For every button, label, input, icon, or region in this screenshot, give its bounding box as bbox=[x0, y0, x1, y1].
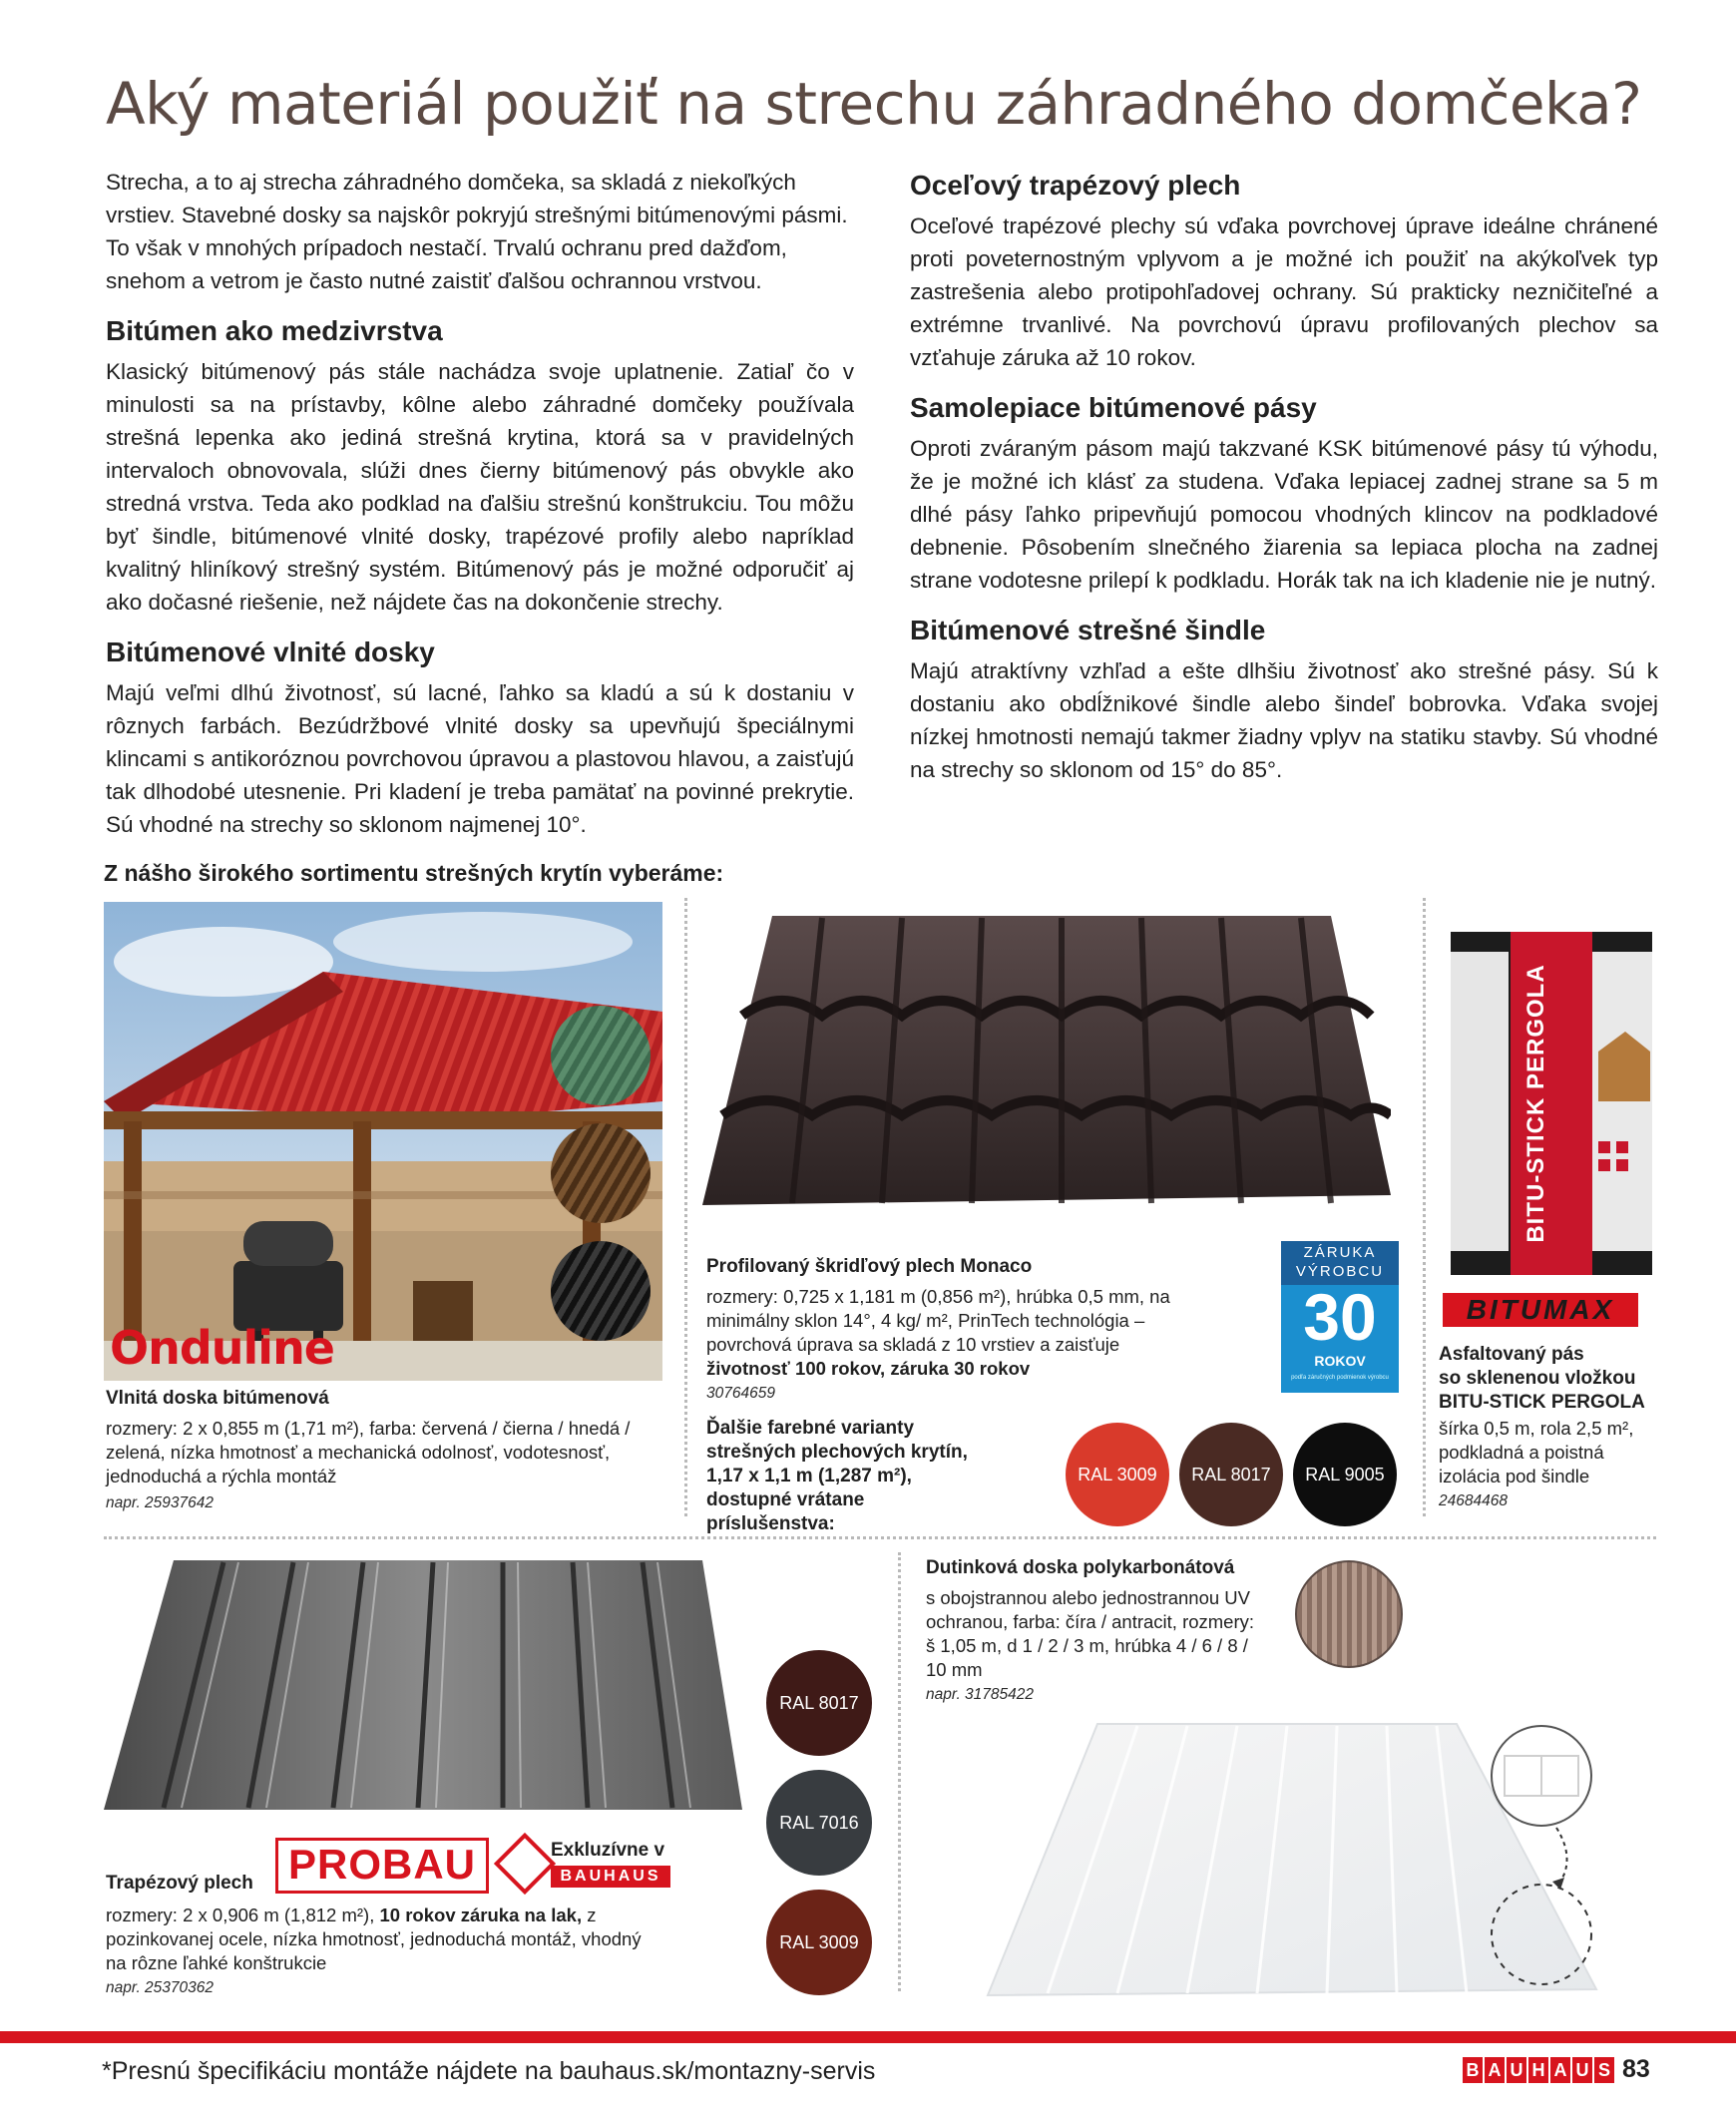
intro-paragraph: Strecha, a to aj strecha záhradného domčeka, sa skladá z niekoľkých vrstiev. Stavebné dosky sa najskôr pokryjú strešnými bitúmenovými pásmi. To však v mnohých prípadoch nestačí. Trvalú ochranu pred dažďom, snehom a vetrom je často nutné zaistiť ďalšou ochrannou vrstvou. bbox=[106, 170, 848, 293]
section-text-selfadhesive: Oproti zváraným pásom majú takzvané KSK bitúmenové pásy tú výhodu, že je možné ich klásť za studena. Vďaka lepiacej zadnej strane sa 5 m dlhé pásy ľahko pripevňujú pomocou vhodných klincov na podkladové debnenie. Pôsobením slnečného žiarenia sa lepiaca plocha na zadnej strane vodotesne prilepí k podkladu. Horák tak na ich kladenie nie je nutný. bbox=[910, 436, 1658, 593]
bitumax-name-3: BITU-STICK PERGOLA bbox=[1439, 1392, 1645, 1413]
bauhaus-logo-letter: B bbox=[1463, 2057, 1483, 2083]
section-text-shingles: Majú atraktívny vzhľad a ešte dlhšiu životnosť ako strešné pásy. Sú k dostaniu ako obdĺžnikové šindle alebo šindeľ bobrovka. Vďaka svojej nízkej hmotnosti nemajú takmer žiadny vplyv na statiku stavby. Sú vhodné na strechy so sklonom od 15° do 85°. bbox=[910, 658, 1658, 782]
section-heading-shingles: Bitúmenové strešné šindle bbox=[910, 615, 1266, 645]
polycarbonate-name: Dutinková doska polykarbonátová bbox=[926, 1557, 1235, 1578]
bauhaus-logo bbox=[1463, 2057, 1614, 2083]
bitumax-info bbox=[1439, 1343, 1660, 1512]
onduline-name: Vlnitá doska bitúmenová bbox=[106, 1388, 329, 1409]
polycarbonate-code: napr. 31785422 bbox=[926, 1686, 1035, 1703]
polycarbonate-sheet-illustration bbox=[958, 1720, 1636, 1999]
right-column bbox=[910, 166, 1658, 786]
warranty-number: 30 bbox=[1303, 1280, 1377, 1354]
warranty-unit: ROKOV bbox=[1314, 1353, 1366, 1369]
section-text-corrugated: Majú veľmi dlhú životnosť, sú lacné, ľahko sa kladú a sú k dostaniu v rôznych farbách. Bezúdržbové vlnité dosky sa upevňujú špeciálnymi klincami s antikoróznou povrchovou úpravou a plastovou hlavou, a zaisťujú tak dlhodobé utesnenie. Pri kladení je treba pamätať na povinné prekrytie. Sú vhodné na strechy so sklonom najmenej 10°. bbox=[106, 680, 854, 837]
trapez-swatch-ral-8017: RAL 8017 bbox=[766, 1650, 872, 1756]
section-heading-corrugated: Bitúmenové vlnité dosky bbox=[106, 636, 435, 667]
swatch-green bbox=[551, 1006, 651, 1105]
exclusive-bauhaus: BAUHAUS bbox=[551, 1866, 670, 1888]
bauhaus-logo-letter: U bbox=[1572, 2057, 1592, 2083]
probau-logo: PROBAU bbox=[275, 1838, 489, 1894]
roll-label: BITU-STICK PERGOLA bbox=[1522, 964, 1549, 1243]
trapez-sheet-illustration bbox=[104, 1560, 742, 1820]
bauhaus-logo-letter: A bbox=[1485, 2057, 1505, 2083]
selection-heading: Z nášho širokého sortimentu strešných krytín vyberáme: bbox=[104, 860, 724, 886]
left-column bbox=[106, 166, 854, 841]
bitumax-roll bbox=[1451, 932, 1652, 1275]
divider-vertical-1 bbox=[684, 898, 687, 1516]
footer-note: *Presnú špecifikáciu montáže nájdete na bauhaus.sk/montazny-servis bbox=[102, 2057, 876, 2085]
section-heading-steel: Oceľový trapézový plech bbox=[910, 170, 1241, 201]
roll-illustration bbox=[1451, 932, 1652, 1275]
bitumax-desc: šírka 0,5 m, rola 2,5 m², podkladná a poistná izolácia pod šindle bbox=[1439, 1418, 1634, 1486]
bitumax-logo: BITUMAX bbox=[1443, 1293, 1638, 1327]
bauhaus-logo-letter: H bbox=[1528, 2057, 1548, 2083]
trapez-swatch-ral-7016: RAL 7016 bbox=[766, 1770, 872, 1876]
footer-bar bbox=[0, 2031, 1736, 2043]
onduline-info bbox=[106, 1387, 664, 1514]
monaco-name: Profilovaný škridľový plech Monaco bbox=[706, 1256, 1033, 1277]
bauhaus-logo-letter: A bbox=[1550, 2057, 1570, 2083]
divider-vertical-2 bbox=[1423, 898, 1426, 1516]
divider-vertical-3 bbox=[898, 1552, 901, 1991]
swatch-black bbox=[551, 1241, 651, 1341]
section-text-steel: Oceľové trapézové plechy sú vďaka povrchovej úprave ideálne chránené proti poveternostným vplyvom a je možné ich použiť na akýkoľvek typ zastrešenia alebo protipohľadovej ochrany. Sú prakticky nezničiteľné a extrémne trvanlivé. Na povrchovú úpravu profilovaných plechov sa vzťahuje záruka až 10 rokov. bbox=[910, 213, 1658, 370]
bauhaus-logo-letter: U bbox=[1507, 2057, 1526, 2083]
monaco-lifetime: životnosť 100 rokov, záruka 30 rokov bbox=[706, 1358, 1031, 1379]
monaco-variants: Ďalšie farebné varianty strešných plechových krytín, 1,17 x 1,1 m (1,287 m²), dostupné vrátane príslušenstva: bbox=[706, 1418, 968, 1534]
warranty-badge bbox=[1281, 1241, 1399, 1393]
monaco-swatch-ral-8017: RAL 8017 bbox=[1179, 1423, 1283, 1526]
onduline-image bbox=[104, 902, 662, 1381]
trapez-image bbox=[104, 1560, 742, 1820]
trapez-info bbox=[106, 1872, 664, 1999]
monaco-desc: rozmery: 0,725 x 1,181 m (0,856 m²), hrúbka 0,5 mm, na minimálny sklon 14°, 4 kg/ m², PrinTech technológia – povrchová úprava sa skladá z 10 vrstiev a zaisťuje životnosť 100 rokov, záruka 30 rokov bbox=[706, 1286, 1170, 1379]
bitumax-name-1: Asfaltovaný pás bbox=[1439, 1344, 1584, 1365]
bauhaus-logo-letter: S bbox=[1594, 2057, 1614, 2083]
polycarbonate-desc: s obojstrannou alebo jednostrannou UV ochranou, farba: číra / antracit, rozmery: š 1,05 m, d 1 / 2 / 3 m, hrúbka 4 / 6 / 8 / 10 mm bbox=[926, 1587, 1255, 1680]
section-heading-bitumen: Bitúmen ako medzivrstva bbox=[106, 315, 443, 346]
section-heading-selfadhesive: Samolepiace bitúmenové pásy bbox=[910, 392, 1317, 423]
trapez-warranty: 10 rokov záruka na lak, bbox=[379, 1905, 583, 1925]
monaco-swatch-ral-3009: RAL 3009 bbox=[1066, 1423, 1169, 1526]
monaco-code: 30764659 bbox=[706, 1385, 775, 1402]
trapez-swatch-ral-3009: RAL 3009 bbox=[766, 1890, 872, 1995]
polycarbonate-info bbox=[926, 1556, 1255, 1706]
trapez-name: Trapézový plech bbox=[106, 1873, 253, 1894]
section-text-bitumen: Klasický bitúmenový pás stále nachádza svoje uplatnenie. Zatiaľ čo v minulosti sa na prístavby, kôlne alebo záhradné domčeky používala strešná lepenka ako jediná strešná krytina, ktorá sa v pravidelných intervaloch obnovovala, slúži dnes čierny bitúmenový pás obvykle ako stredná vrstva. Teda ako podklad na ďalšiu strešnú konštrukciu. Tou môžu byť šindle, bitúmenové vlnité dosky, trapézové profily alebo napríklad kvalitný hliníkový strešný systém. Bitúmenový pás je možné odporučiť aj ako dočasné riešenie, než nájdete čas na dokončenie strechy. bbox=[106, 359, 854, 615]
exclusive-text: Exkluzívne v bbox=[551, 1840, 665, 1861]
page-number: 83 bbox=[1622, 2055, 1650, 2083]
bitumax-name-2: so sklenenou vložkou bbox=[1439, 1368, 1636, 1389]
monaco-swatch-ral-9005: RAL 9005 bbox=[1293, 1423, 1397, 1526]
onduline-desc: rozmery: 2 x 0,855 m (1,71 m²), farba: červená / čierna / hnedá / zelená, nízka hmotnosť a mechanická odolnosť, vodotesnosť, jednoduchá a rýchla montáž bbox=[106, 1418, 631, 1486]
warranty-label: ZÁRUKA VÝROBCU bbox=[1281, 1241, 1399, 1285]
bitumax-code: 24684468 bbox=[1439, 1492, 1508, 1509]
roof-tile-illustration bbox=[702, 906, 1391, 1211]
onduline-logo: Onduline bbox=[110, 1321, 335, 1375]
swatch-brown bbox=[551, 1123, 651, 1223]
polycarbonate-image bbox=[958, 1720, 1636, 1999]
monaco-image bbox=[702, 906, 1391, 1211]
warranty-small: podľa záručných podmienok výrobcu bbox=[1291, 1375, 1389, 1381]
swatch-antracit bbox=[1295, 1560, 1403, 1668]
onduline-code: napr. 25937642 bbox=[106, 1494, 215, 1511]
page-title: Aký materiál použiť na strechu záhradného domčeka? bbox=[106, 70, 1642, 138]
trapez-desc: rozmery: 2 x 0,906 m (1,812 m²), 10 rokov záruka na lak, z pozinkovanej ocele, nízka hmotnosť, jednoduchá montáž, vhodný na rôzne ľahké konštrukcie bbox=[106, 1905, 642, 1973]
divider-horizontal bbox=[104, 1536, 1656, 1539]
trapez-code: napr. 25370362 bbox=[106, 1979, 215, 1996]
